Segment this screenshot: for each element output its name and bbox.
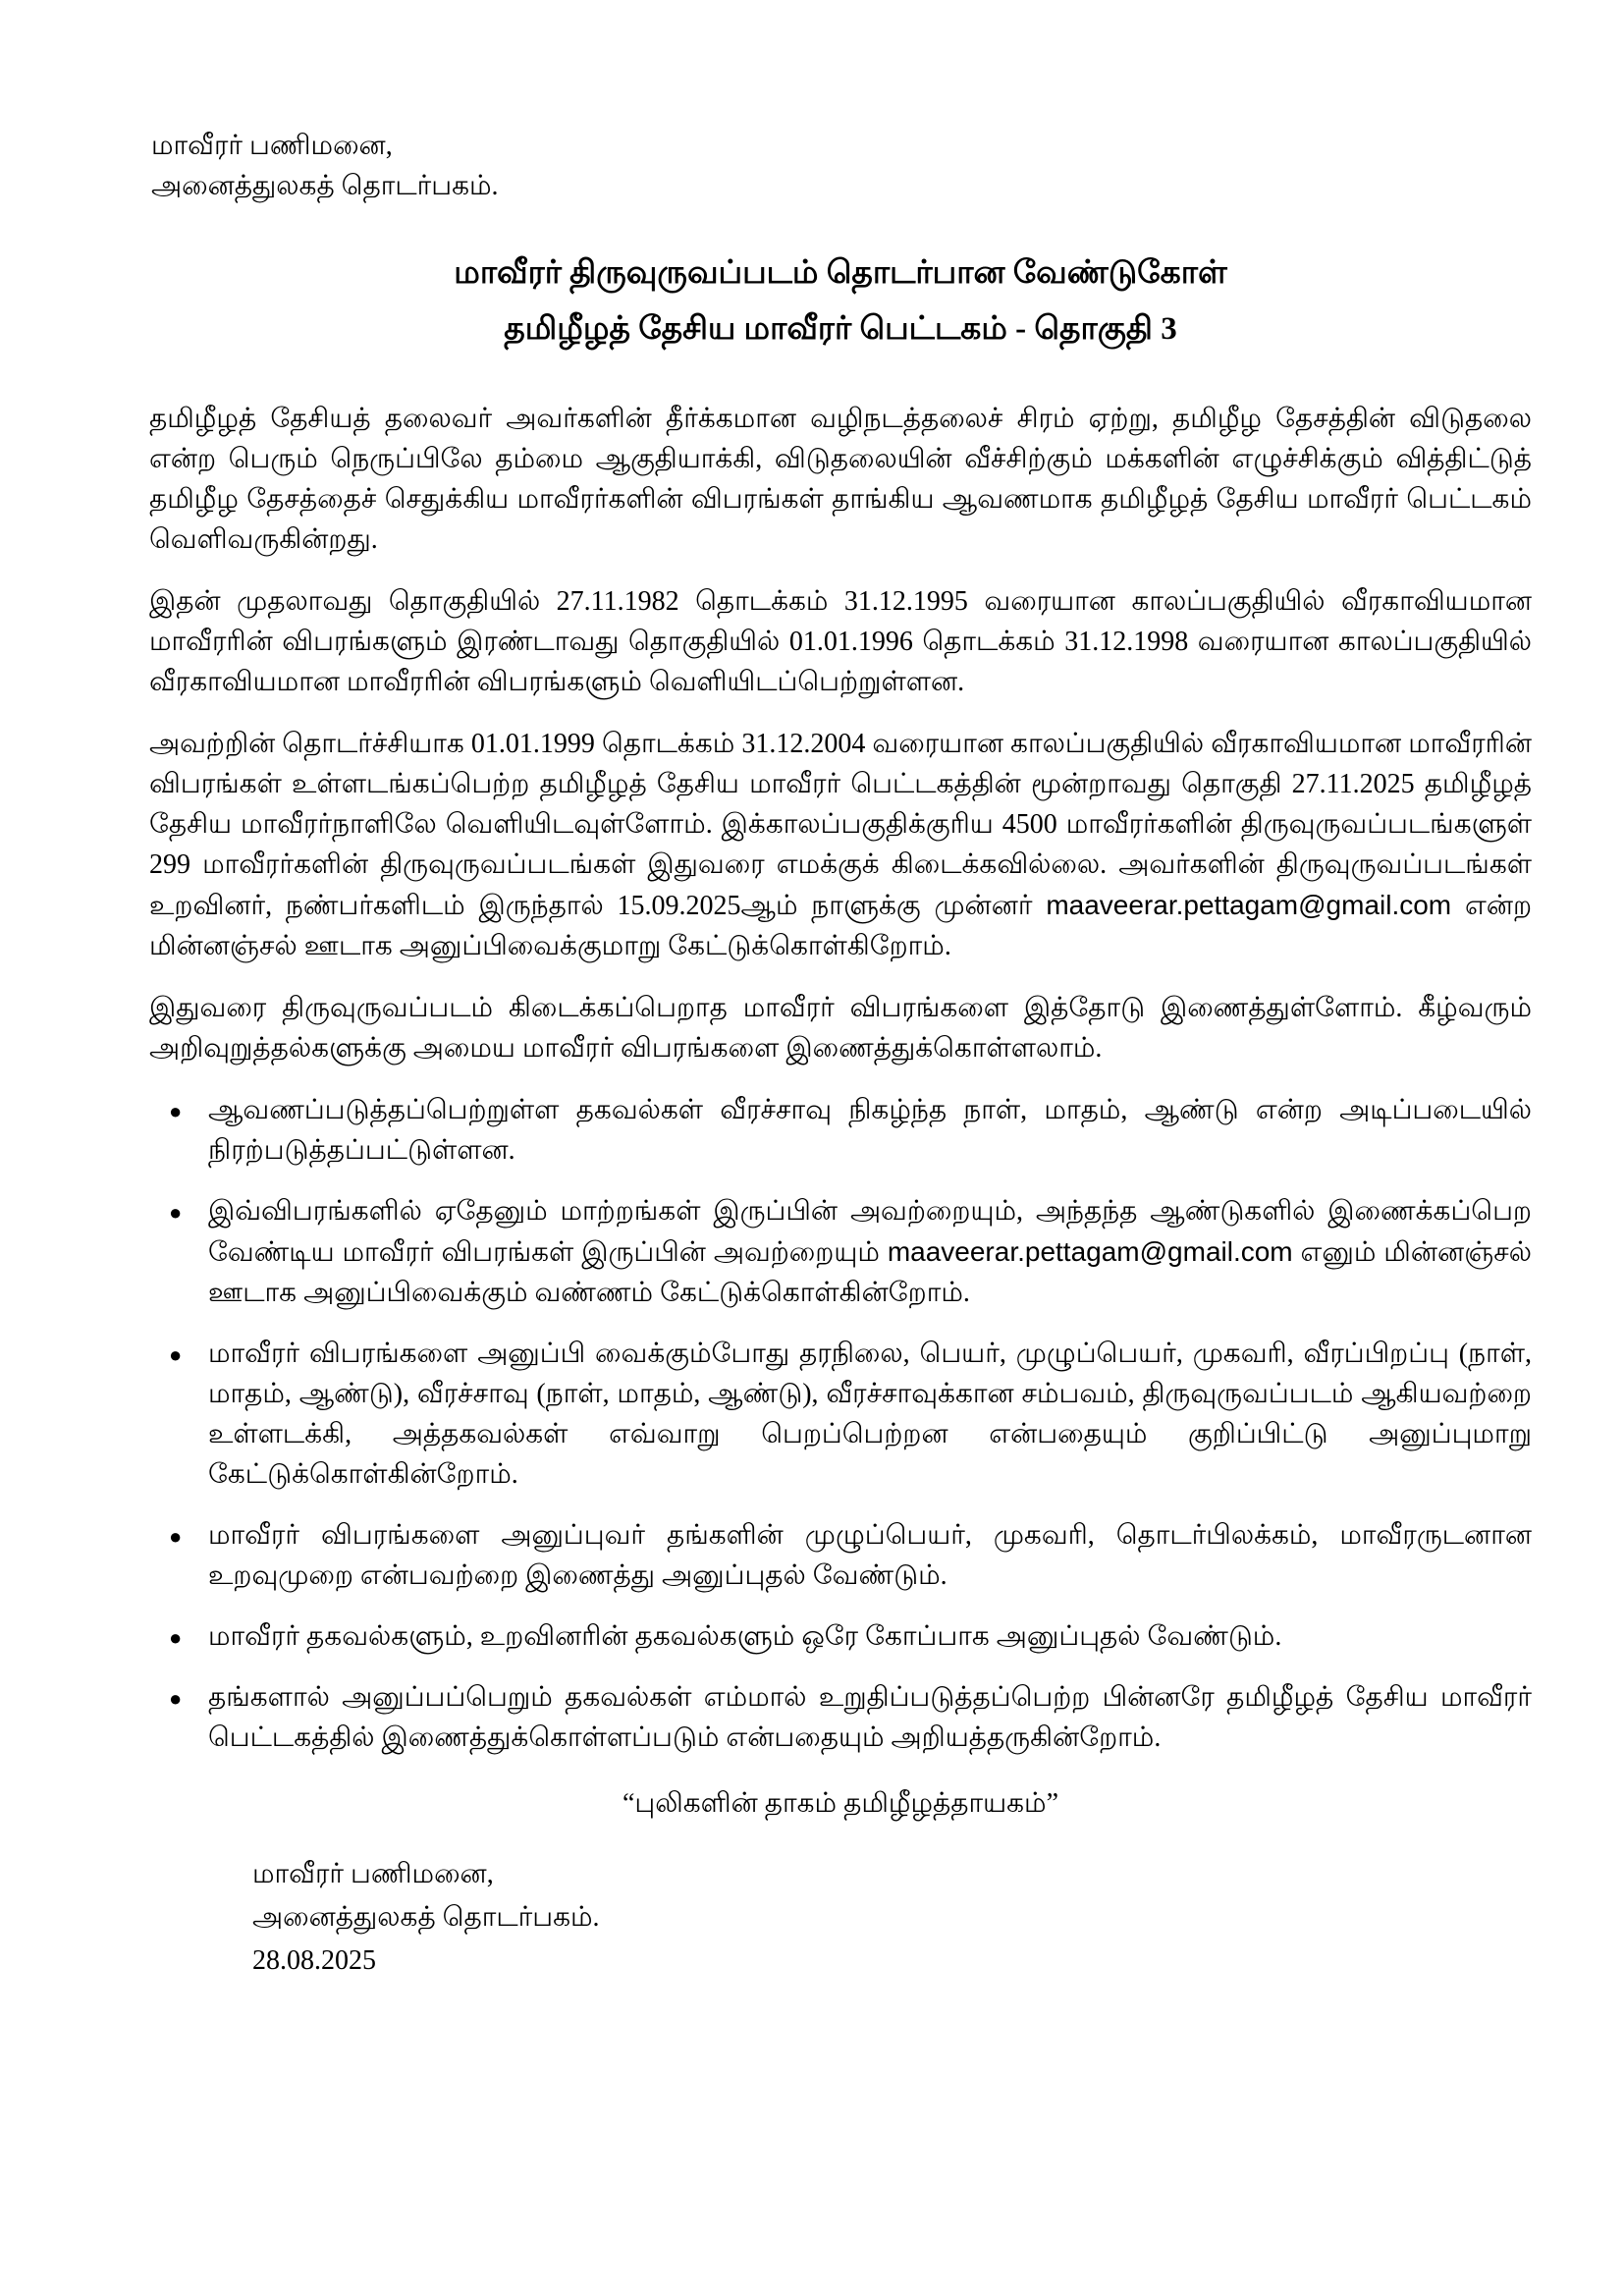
list-item	[169, 1515, 1532, 1596]
list-item-text: மாவீரர் விபரங்களை அனுப்பி வைக்கும்போது தரநிலை, பெயர், முழுப்பெயர், முகவரி, வீரப்பிறப்பு (நாள், மாதம், ஆண்டு), வீரச்சாவு (நாள், மாதம், ஆண்டு), வீரச்சாவுக்கான சம்பவம், திருவுருவப்படம் ஆகியவற்றை உள்ளடக்கி, அத்தகவல்கள் எவ்வாறு பெறப்பெற்றன என்பதையும் குறிப்பிட்டு அனுப்புமாறு கேட்டுக்கொள்கின்றோம்.	[208, 1339, 1532, 1490]
list-item	[169, 1334, 1532, 1495]
footer-address-line-2: அனைத்துலகத் தொடர்பகம்.	[252, 1902, 600, 1933]
bullet-dot-icon: ●	[169, 1625, 183, 1650]
motto-quote: “புலிகளின் தாகம் தமிழீழத்தாயகம்”	[622, 1788, 1059, 1819]
instructions-list	[169, 1090, 1532, 1758]
list-item	[169, 1191, 1532, 1313]
header-address-block	[151, 126, 1532, 206]
list-item	[169, 1616, 1532, 1657]
paragraph-volume1-2: இதன் முதலாவது தொகுதியில் 27.11.1982 தொடக்கம் 31.12.1995 வரையான காலப்பகுதியில் வீரகாவியமான மாவீரரின் விபரங்களும் இரண்டாவது தொகுதியில் 01.01.1996 தொடக்கம் 31.12.1998 வரையான காலப்பகுதியில் வீரகாவியமான மாவீரரின் விபரங்களும் வெளியிடப்பெற்றுள்ளன.	[149, 586, 1532, 697]
bullet-dot-icon: ●	[169, 1686, 183, 1711]
paragraph-instructions-lead: இதுவரை திருவுருவப்படம் கிடைக்கப்பெறாத மாவீரர் விபரங்களை இத்தோடு இணைத்துள்ளோம். கீழ்வரும் அறிவுறுத்தல்களுக்கு அமைய மாவீரர் விபரங்களை இணைத்துக்கொள்ளலாம்.	[149, 993, 1532, 1064]
header-address-line-2: அனைத்துலகத் தொடர்பகம்.	[151, 171, 499, 201]
list-item-text: மாவீரர் விபரங்களை அனுப்புவர் தங்களின் முழுப்பெயர், முகவரி, தொடர்பிலக்கம், மாவீரருடனான உறவுமுறை என்பவற்றை இணைத்து அனுப்புதல் வேண்டும்.	[208, 1520, 1532, 1591]
bullet-dot-icon: ●	[169, 1099, 183, 1123]
list-item	[169, 1677, 1532, 1758]
footer-address-line-1: மாவீரர் பணிமனை,	[252, 1859, 494, 1889]
paragraph-intro: தமிழீழத் தேசியத் தலைவர் அவர்களின் தீர்க்கமான வழிநடத்தலைச் சிரம் ஏற்று, தமிழீழ தேசத்தின் விடுதலை என்ற பெரும் நெருப்பிலே தம்மை ஆகுதியாக்கி, விடுதலையின் வீச்சிற்கும் மக்களின் எழுச்சிக்கும் வித்திட்டுத் தமிழீழ தேசத்தைச் செதுக்கிய மாவீரர்களின் விபரங்கள் தாங்கிய ஆவணமாக தமிழீழத் தேசிய மாவீரர் பெட்டகம் வெளிவருகின்றது.	[149, 404, 1532, 555]
bullet-dot-icon: ●	[169, 1524, 183, 1549]
list-item	[169, 1090, 1532, 1171]
list-item-text-after: எனும் மின்னஞ்சல் ஊடாக அனுப்பிவைக்கும் வண்ணம் கேட்டுக்கொள்கின்றோம்.	[208, 1237, 1533, 1308]
paragraph-volume3-text-before: அவற்றின் தொடர்ச்சியாக 01.01.1999 தொடக்கம் 31.12.2004 வரையான காலப்பகுதியில் வீரகாவியமான மாவீரரின் விபரங்கள் உள்ளடங்கப்பெற்ற தமிழீழத் தேசிய மாவீரர் பெட்டகத்தின் மூன்றாவது தொகுதி 27.11.2025 தமிழீழத் தேசிய மாவீரர்நாளிலே வெளியிடவுள்ளோம். இக்காலப்பகுதிக்குரிய 4500 மாவீரர்களின் திருவுருவப்படங்களுள் 299 மாவீரர்களின் திருவுருவப்படங்கள் இதுவரை எமக்குக் கிடைக்கவில்லை. அவர்களின் திருவுருவப்படங்கள் உறவினர், நண்பர்களிடம் இருந்தால் 15.09.2025ஆம் நாளுக்கு முன்னர்	[149, 729, 1532, 921]
list-item-text-before: இவ்விபரங்களில் ஏதேனும் மாற்றங்கள் இருப்பின் அவற்றையும், அந்தந்த ஆண்டுகளில் இணைக்கப்பெற வேண்டிய மாவீரர் விபரங்கள் இருப்பின் அவற்றையும்	[208, 1196, 1532, 1268]
document-title-line-2: தமிழீழத் தேசிய மாவீரர் பெட்டகம் - தொகுதி 3	[504, 311, 1177, 347]
list-item-text: ஆவணப்படுத்தப்பெற்றுள்ள தகவல்கள் வீரச்சாவு நிகழ்ந்த நாள், மாதம், ஆண்டு என்ற அடிப்படையில் நிரற்படுத்தப்பட்டுள்ளன.	[208, 1095, 1532, 1166]
paragraph-volume3-request	[149, 724, 1532, 966]
email-address: maaveerar.pettagam@gmail.com	[1046, 890, 1452, 920]
list-item-text: தங்களால் அனுப்பப்பெறும் தகவல்கள் எம்மால் உறுதிப்படுத்தப்பெற்ற பின்னரே தமிழீழத் தேசிய மாவீரர் பெட்டகத்தில் இணைத்துக்கொள்ளப்படும் என்பதையும் அறியத்தருகின்றோம்.	[208, 1682, 1532, 1753]
footer-date: 28.08.2025	[252, 1945, 376, 1976]
document-title-line-1: மாவீரர் திருவுருவப்படம் தொடர்பான வேண்டுகோள்	[454, 255, 1227, 291]
footer-signature-block	[252, 1853, 1532, 1983]
header-address-line-1: மாவீரர் பணிமனை,	[151, 131, 393, 161]
bullet-dot-icon: ●	[169, 1200, 183, 1225]
document-title	[149, 246, 1532, 357]
paragraph-volume3-text-after: என்ற மின்னஞ்சல் ஊடாக அனுப்பிவைக்குமாறு கேட்டுக்கொள்கிறோம்.	[149, 891, 1533, 961]
bullet-dot-icon: ●	[169, 1342, 183, 1367]
list-item-text: மாவீரர் தகவல்களும், உறவினரின் தகவல்களும் ஒரே கோப்பாக அனுப்புதல் வேண்டும்.	[208, 1621, 1282, 1652]
email-address: maaveerar.pettagam@gmail.com	[887, 1236, 1293, 1267]
